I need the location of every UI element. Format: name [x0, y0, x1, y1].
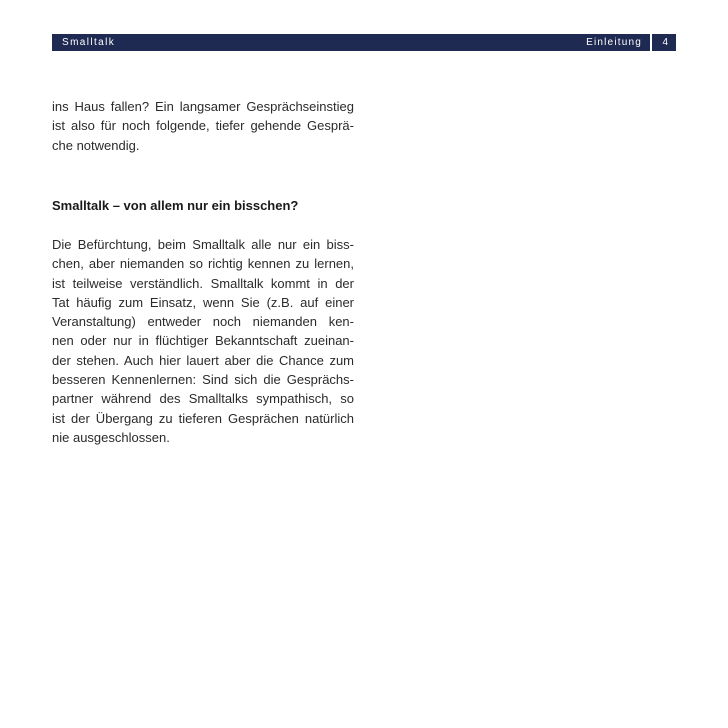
text-line: chen, aber niemanden so richtig kennen zu lernen, [52, 256, 354, 272]
header-divider [650, 34, 652, 51]
text-line: partner während des Smalltalks sympathisch, so [52, 391, 354, 407]
page-number: 4 [662, 37, 668, 48]
text-line: nie ausgeschlossen. [52, 429, 170, 445]
section-title: Einleitung [586, 37, 642, 48]
text-line: ins Haus fallen? Ein langsamer Gesprächseinstieg [52, 99, 354, 114]
text-line: ist teilweise verständlich. Smalltalk kommt in der [52, 275, 354, 291]
text-line: nen oder nur in flüchtiger Bekanntschaft zueinan- [52, 333, 354, 349]
text-line: ist also für noch folgende, tiefer gehende Gesprä- [52, 118, 354, 134]
text-line: Tat häufig zum Einsatz, wenn Sie (z.B. auf einer [52, 294, 354, 310]
running-header [52, 34, 676, 51]
text-line: ist der Übergang zu tieferen Gesprächen natürlich [52, 410, 354, 426]
text-line: besseren Kennenlernen: Sind sich die Gesprächs- [52, 372, 354, 388]
paragraph-body [52, 235, 354, 447]
text-line: Veranstaltung) entweder noch niemanden ken- [52, 314, 354, 330]
document-title: Smalltalk [62, 37, 116, 48]
text-line: Die Befürchtung, beim Smalltalk alle nur ein biss- [52, 237, 354, 252]
text-line: che notwendig. [52, 137, 140, 153]
section-heading: Smalltalk – von allem nur ein bisschen? [52, 198, 299, 213]
text-line: der stehen. Auch hier lauert aber die Chance zum [52, 352, 354, 368]
paragraph-intro [52, 97, 354, 155]
